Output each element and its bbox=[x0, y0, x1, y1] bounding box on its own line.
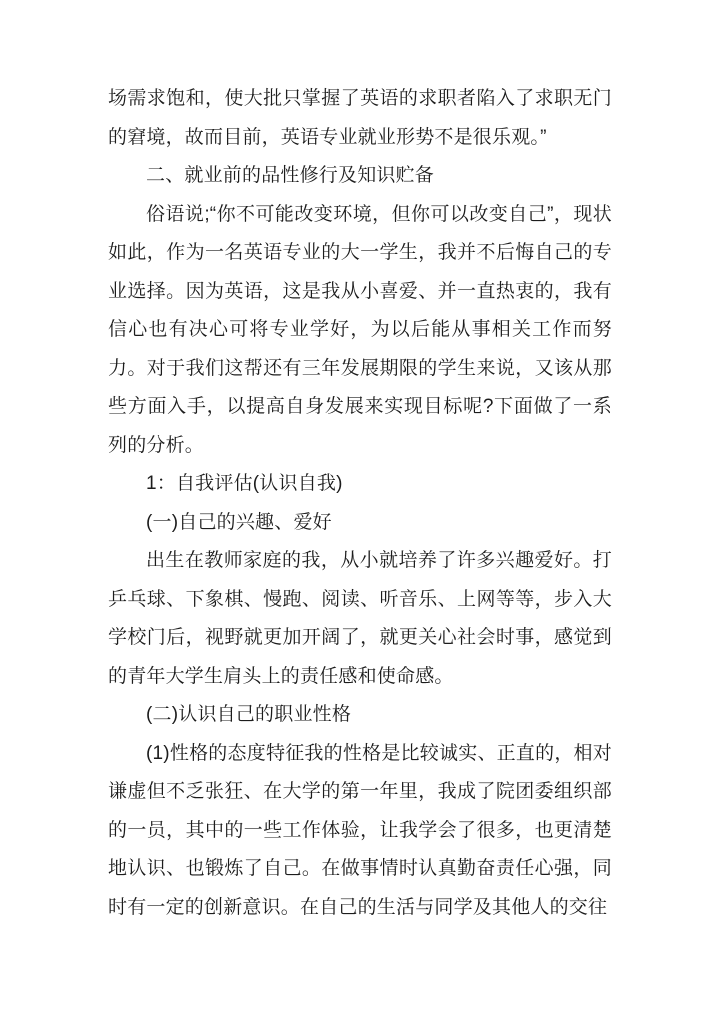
paragraph-subheading-personality: (二)认识自己的职业性格 bbox=[146, 704, 352, 725]
paragraph-body: (1)性格的态度特征我的性格是比较诚实、正直的，相对谦虚但不乏张狂、在大学的第一年里，我成了院团委组织部的一员，其中的一些工作体验，让我学会了很多，也更清楚地认识、也锻炼了自己。在做事情时认真勤奋责任心强，同时有一定的创新意识。在自己的生活与同学及其他人的交往 bbox=[108, 742, 612, 918]
paragraph-continuation: 场需求饱和，使大批只掌握了英语的求职者陷入了求职无门的窘境，故而目前，英语专业就业形势不是很乐观。” bbox=[108, 88, 612, 148]
paragraph-subheading-self-assessment: 1：自我评估(认识自我) bbox=[146, 473, 343, 494]
paragraph-section-heading: 二、就业前的品性修行及知识贮备 bbox=[146, 165, 435, 186]
paragraph-body: 出生在教师家庭的我，从小就培养了许多兴趣爱好。打乒乓球、下象棋、慢跑、阅读、听音乐、上网等等，步入大学校门后，视野就更加开阔了，就更关心社会时事，感觉到的青年大学生肩头上的责任感和使命感。 bbox=[108, 550, 612, 687]
paragraph-body: 俗语说;“你不可能改变环境，但你可以改变自己”，现状如此，作为一名英语专业的大一学生，我并不后悔自己的专业选择。因为英语，这是我从小喜爱、并一直热衷的，我有信心也有决心可将专业学好，为以后能从事相关工作而努力。对于我们这帮还有三年发展期限的学生来说，又该从那些方面入手，以提高自身发展来实现目标呢?下面做了一系列的分析。 bbox=[108, 203, 612, 456]
document-body bbox=[108, 80, 612, 927]
paragraph-subheading-interests: (一)自己的兴趣、爱好 bbox=[146, 511, 332, 533]
